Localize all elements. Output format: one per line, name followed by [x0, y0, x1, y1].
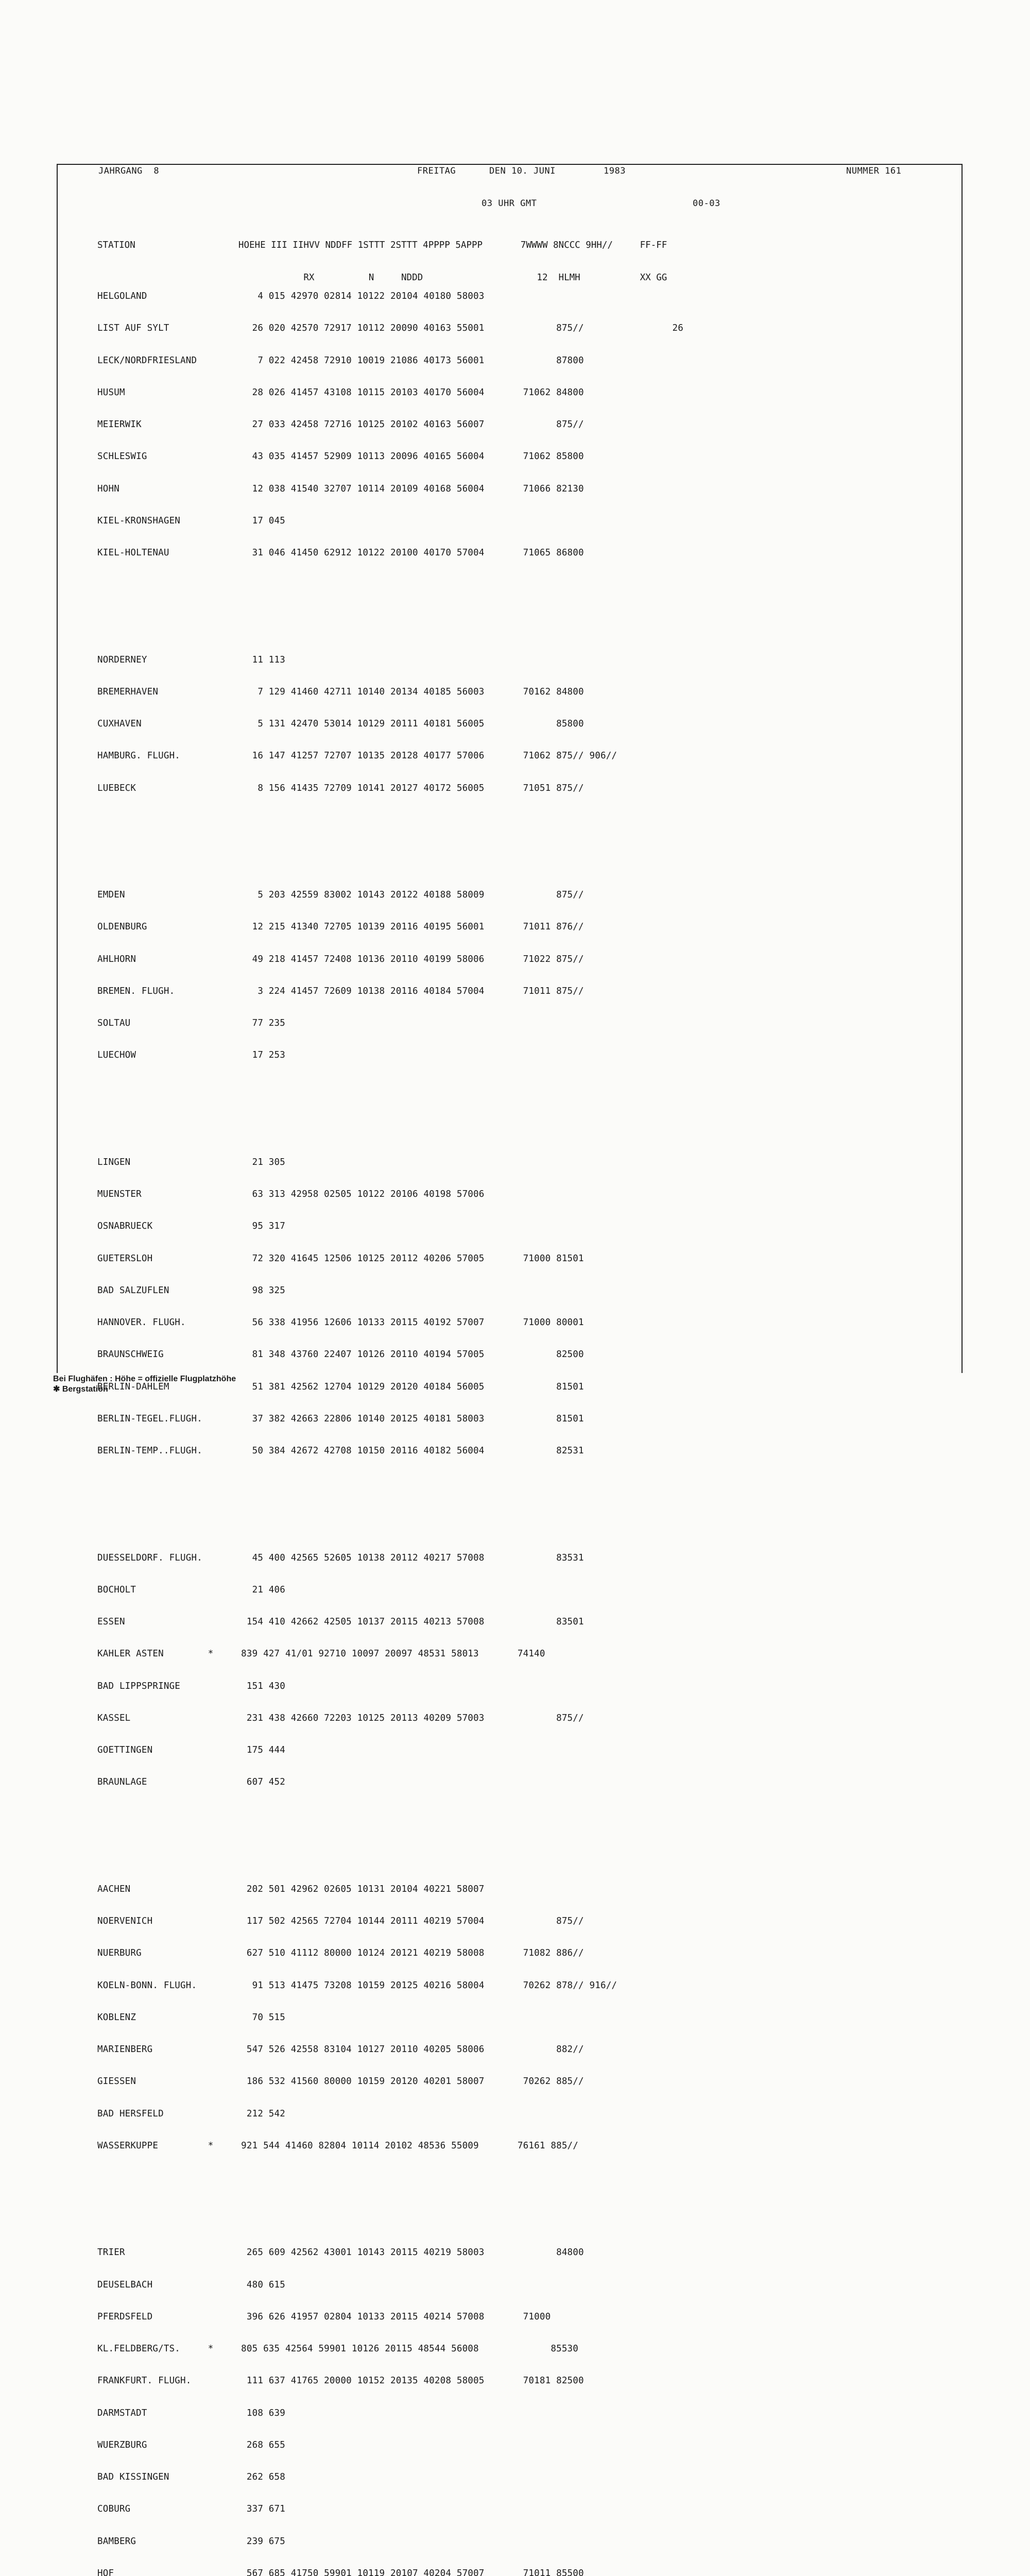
table-row: BOCHOLT 21 406 — [97, 1584, 286, 1595]
station-group — [97, 2226, 683, 2576]
table-row: BRAUNSCHWEIG 81 348 43760 22407 10126 20110 40194 57005 82500 — [97, 1349, 584, 1360]
group-gap — [97, 2194, 683, 2205]
station-group — [97, 270, 683, 580]
table-row: AHLHORN 49 218 41457 72408 10136 20110 40199 58006 71022 875// — [97, 954, 584, 964]
table-row: DARMSTADT 108 639 — [97, 2408, 286, 2418]
mountain-station-note: ✱ Bergstation — [53, 1385, 108, 1394]
table-row: BAD SALZUFLEN 98 325 — [97, 1285, 286, 1296]
table-row: KIEL-KRONSHAGEN 17 045 — [97, 515, 286, 526]
table-row: LIST AUF SYLT 26 020 42570 72917 10112 20090 40163 55001 875// 26 — [97, 323, 684, 334]
group-gap — [97, 1499, 683, 1510]
column-header-line-1: STATION HOEHE III IIHVV NDDFF 1STTT 2STTT 4PPPP 5APPP 7WWWW 8NCCC 9HH// FF-FF — [97, 240, 667, 250]
table-row: BAD KISSINGEN 262 658 — [97, 2472, 286, 2482]
table-row: COBURG 337 671 — [97, 2504, 286, 2515]
station-group — [97, 869, 683, 1082]
station-group — [97, 1862, 683, 2173]
table-row: BAD LIPPSPRINGE 151 430 — [97, 1681, 286, 1691]
table-row: KAHLER ASTEN * 839 427 41/01 92710 10097 20097 48531 58013 74140 — [97, 1649, 545, 1659]
table-row: LUEBECK 8 156 41435 72709 10141 20127 40172 56005 71051 875// — [97, 783, 584, 793]
table-row: PFERDSFELD 396 626 41957 02804 10133 20115 40214 57008 71000 — [97, 2311, 551, 2322]
table-row: DEUSELBACH 480 615 — [97, 2279, 286, 2290]
table-row: GOETTINGEN 175 444 — [97, 1745, 286, 1755]
table-row: HOHN 12 038 41540 32707 10114 20109 40168 56004 71066 82130 — [97, 483, 584, 494]
table-row: FRANKFURT. FLUGH. 111 637 41765 20000 10152 20135 40208 58005 70181 82500 — [97, 2376, 584, 2386]
column-header-line-2: RX N NDDD 12 HLMH XX GG — [97, 273, 667, 283]
table-row: KIEL-HOLTENAU 31 046 41450 62912 10122 20100 40170 57004 71065 86800 — [97, 548, 584, 558]
table-row: HANNOVER. FLUGH. 56 338 41956 12606 10133 20115 40192 57007 71000 80001 — [97, 1317, 584, 1328]
table-row: BREMERHAVEN 7 129 41460 42711 10140 20134 40185 56003 70162 84800 — [97, 686, 584, 697]
table-row: MUENSTER 63 313 42958 02505 10122 20106 40198 57006 — [97, 1189, 485, 1199]
table-row: LUECHOW 17 253 — [97, 1050, 286, 1061]
group-gap — [97, 836, 683, 847]
table-row: BERLIN-TEMP..FLUGH. 50 384 42672 42708 10150 20116 40182 56004 82531 — [97, 1446, 584, 1456]
airport-height-note: Bei Flughäfen : Höhe = offizielle Flugplatzhöhe — [53, 1375, 236, 1383]
station-table — [97, 248, 683, 2576]
table-row: NOERVENICH 117 502 42565 72704 10144 20111 40219 57004 875// — [97, 1916, 584, 1926]
table-row: CUXHAVEN 5 131 42470 53014 10129 20111 40181 56005 85800 — [97, 719, 584, 729]
group-gap — [97, 1831, 683, 1841]
table-row: WASSERKUPPE * 921 544 41460 82804 10114 20102 48536 55009 76161 885// — [97, 2140, 579, 2151]
table-row: GIESSEN 186 532 41560 80000 10159 20120 40201 58007 70262 885// — [97, 2076, 584, 2087]
table-row: TRIER 265 609 42562 43001 10143 20115 40219 58003 84800 — [97, 2247, 584, 2258]
table-row: HAMBURG. FLUGH. 16 147 41257 72707 10135 20128 40177 57006 71062 875// 906// — [97, 751, 617, 761]
group-gap — [97, 1104, 683, 1114]
table-row: HOF 567 685 41750 59901 10119 20107 40204 57007 71011 85500 — [97, 2568, 584, 2576]
table-row: NORDERNEY 11 113 — [97, 654, 286, 665]
table-row: MEIERWIK 27 033 42458 72716 10125 20102 40163 56007 875// — [97, 419, 584, 430]
table-row: HELGOLAND 4 015 42970 02814 10122 20104 40180 58003 — [97, 291, 485, 301]
footnotes — [53, 1374, 236, 1395]
table-row: AACHEN 202 501 42962 02605 10131 20104 40221 58007 — [97, 1884, 485, 1894]
table-row: DUESSELDORF. FLUGH. 45 400 42565 52605 10138 20112 40217 57008 83531 — [97, 1552, 584, 1563]
table-row: KL.FELDBERG/TS. * 805 635 42564 59901 10126 20115 48544 56008 85530 — [97, 2344, 579, 2354]
station-group — [97, 633, 683, 815]
table-row: LECK/NORDFRIESLAND 7 022 42458 72910 10019 21086 40173 56001 87800 — [97, 355, 584, 366]
time-range: 00-03 — [693, 198, 720, 209]
table-row: SCHLESWIG 43 035 41457 52909 10113 20096 40165 56004 71062 85800 — [97, 451, 584, 462]
station-group — [97, 1136, 683, 1478]
table-row: SOLTAU 77 235 — [97, 1018, 286, 1028]
table-row: BERLIN-TEGEL.FLUGH. 37 382 42663 22806 10140 20125 40181 58003 81501 — [97, 1413, 584, 1424]
jahrgang-label: JAHRGANG 8 — [98, 166, 160, 176]
table-row: ESSEN 154 410 42662 42505 10137 20115 40213 57008 83501 — [97, 1617, 584, 1627]
year-label: 1983 — [604, 166, 626, 176]
table-row: BRAUNLAGE 607 452 — [97, 1777, 286, 1788]
table-row: HUSUM 28 026 41457 43108 10115 20103 40170 56004 71062 84800 — [97, 387, 584, 398]
issue-number: NUMMER 161 — [846, 166, 902, 176]
table-row: NUERBURG 627 510 41112 80000 10124 20121 40219 58008 71082 886// — [97, 1948, 584, 1959]
table-row: OSNABRUECK 95 317 — [97, 1221, 286, 1232]
table-row: OLDENBURG 12 215 41340 72705 10139 20116 40195 56001 71011 876// — [97, 922, 584, 933]
table-row: EMDEN 5 203 42559 83002 10143 20122 40188 58009 875// — [97, 890, 584, 900]
table-row: KOELN-BONN. FLUGH. 91 513 41475 73208 10159 20125 40216 58004 70262 878// 916// — [97, 1980, 617, 1991]
station-group — [97, 1531, 683, 1809]
table-row: BAMBERG 239 675 — [97, 2536, 286, 2547]
table-row: LINGEN 21 305 — [97, 1157, 286, 1167]
group-gap — [97, 601, 683, 612]
table-row: WUERZBURG 268 655 — [97, 2439, 286, 2450]
table-row: BAD HERSFELD 212 542 — [97, 2108, 286, 2119]
date-label: DEN 10. JUNI — [489, 166, 556, 176]
table-row: MARIENBERG 547 526 42558 83104 10127 20110 40205 58006 882// — [97, 2044, 584, 2055]
table-row: KOBLENZ 70 515 — [97, 2012, 286, 2023]
table-row: BERLIN-DAHLEM 51 381 42562 12704 10129 20120 40184 56005 81501 — [97, 1381, 584, 1392]
table-row: BREMEN. FLUGH. 3 224 41457 72609 10138 20116 40184 57004 71011 875// — [97, 986, 584, 996]
weekday-label: FREITAG — [417, 166, 456, 176]
table-row: KASSEL 231 438 42660 72203 10125 20113 40209 57003 875// — [97, 1713, 584, 1723]
observation-time: 03 UHR GMT — [482, 198, 537, 209]
table-row: GUETERSLOH 72 320 41645 12506 10125 20112 40206 57005 71000 81501 — [97, 1253, 584, 1264]
